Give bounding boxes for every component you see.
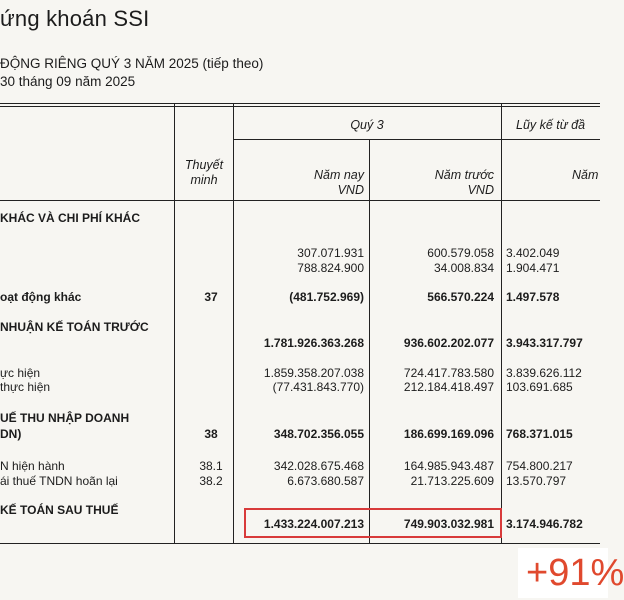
income-tax-ytd: 768.371.015 (506, 427, 573, 441)
profit-before-tax-q3-2025: 1.781.926.363.268 (263, 336, 364, 350)
other-activities-result-label: oạt động khác (0, 290, 82, 304)
table-top-rule (0, 103, 600, 104)
header-quarter: Quý 3 (350, 118, 384, 132)
other-expense-q3-2025: 788.824.900 (297, 261, 364, 275)
other-activities-note: 37 (204, 290, 218, 304)
deferred-tax-q3-2025: 6.673.680.587 (287, 474, 364, 488)
unrealized-profit-ytd: 103.691.685 (506, 380, 573, 394)
header-divider-top (0, 106, 600, 107)
header-bottom-rule (0, 200, 600, 201)
col-divider-note-left (174, 103, 175, 543)
header-note: Thuyết minh (184, 158, 224, 187)
unrealized-profit-q3-2025: (77.431.843.770) (272, 380, 364, 394)
unrealized-profit-q3-2024: 212.184.418.497 (403, 380, 494, 394)
current-tax-ytd: 754.800.217 (506, 459, 573, 473)
growth-badge: +91% (518, 548, 608, 598)
col-divider-ytd (501, 103, 502, 543)
profit-after-tax-highlight-box (244, 508, 502, 538)
income-tax-q3-2025: 348.702.356.055 (273, 427, 364, 441)
current-tax-q3-2024: 164.985.943.487 (403, 459, 494, 473)
header-ytd: Lũy kế từ đầ (516, 118, 586, 132)
other-income-ytd: 3.402.049 (506, 246, 560, 260)
other-expense-q3-2024: 34.008.834 (433, 261, 494, 275)
other-income-q3-2025: 307.071.931 (297, 246, 364, 260)
section-profit-before-tax-label: NHUẬN KẾ TOÁN TRƯỚC (0, 320, 149, 334)
header-ytd-this-year: Năm (572, 168, 599, 182)
header-this-year-currency: VND (337, 183, 364, 197)
profit-after-tax-q3-2024: 749.903.032.981 (403, 517, 494, 531)
other-expense-ytd: 1.904.471 (506, 261, 560, 275)
section-other-income-label: KHÁC VÀ CHI PHÍ KHÁC (0, 211, 141, 225)
quarter-underline (234, 139, 600, 140)
report-date: 30 tháng 09 năm 2025 (0, 74, 136, 89)
realized-profit-q3-2025: 1.859.358.207.038 (263, 366, 364, 380)
section-income-tax-label: UẾ THU NHẬP DOANH (0, 411, 130, 425)
company-name: ứng khoán SSI (0, 6, 150, 31)
profit-after-tax-ytd: 3.174.946.782 (506, 517, 583, 531)
profit-before-tax-q3-2024: 936.602.202.077 (403, 336, 494, 350)
other-activities-ytd: 1.497.578 (506, 290, 560, 304)
income-tax-note: 38 (204, 427, 218, 441)
section-profit-after-tax-label: KẾ TOÁN SAU THUẾ (0, 503, 119, 517)
other-income-q3-2024: 600.579.058 (427, 246, 494, 260)
income-tax-label-cont: DN) (0, 427, 22, 441)
deferred-tax-label: ái thuế TNDN hoãn lại (0, 474, 118, 488)
report-subtitle: ĐỘNG RIÊNG QUÝ 3 NĂM 2025 (tiếp theo) (0, 56, 264, 71)
deferred-tax-q3-2024: 21.713.225.609 (410, 474, 494, 488)
profit-after-tax-q3-2025: 1.433.224.007.213 (263, 517, 364, 531)
header-last-year: Năm trước (434, 168, 494, 182)
realized-profit-ytd: 3.839.626.112 (506, 366, 582, 380)
income-tax-q3-2024: 186.699.169.096 (403, 427, 494, 441)
header-last-year-currency: VND (467, 183, 494, 197)
current-tax-q3-2025: 342.028.675.468 (273, 459, 364, 473)
unrealized-profit-label: thực hiện (0, 380, 51, 394)
current-tax-label: N hiện hành (0, 459, 65, 473)
profit-before-tax-ytd: 3.943.317.797 (506, 336, 583, 350)
deferred-tax-ytd: 13.570.797 (506, 474, 567, 488)
realized-profit-q3-2024: 724.417.783.580 (403, 366, 494, 380)
table-bottom-rule (0, 543, 600, 544)
col-divider-mid (369, 139, 370, 543)
other-activities-q3-2024: 566.570.224 (427, 290, 494, 304)
deferred-tax-note: 38.2 (199, 474, 223, 488)
header-this-year: Năm nay (313, 168, 364, 182)
realized-profit-label: ực hiện (0, 366, 41, 380)
other-activities-q3-2025: (481.752.969) (289, 290, 364, 304)
current-tax-note: 38.1 (199, 459, 223, 473)
